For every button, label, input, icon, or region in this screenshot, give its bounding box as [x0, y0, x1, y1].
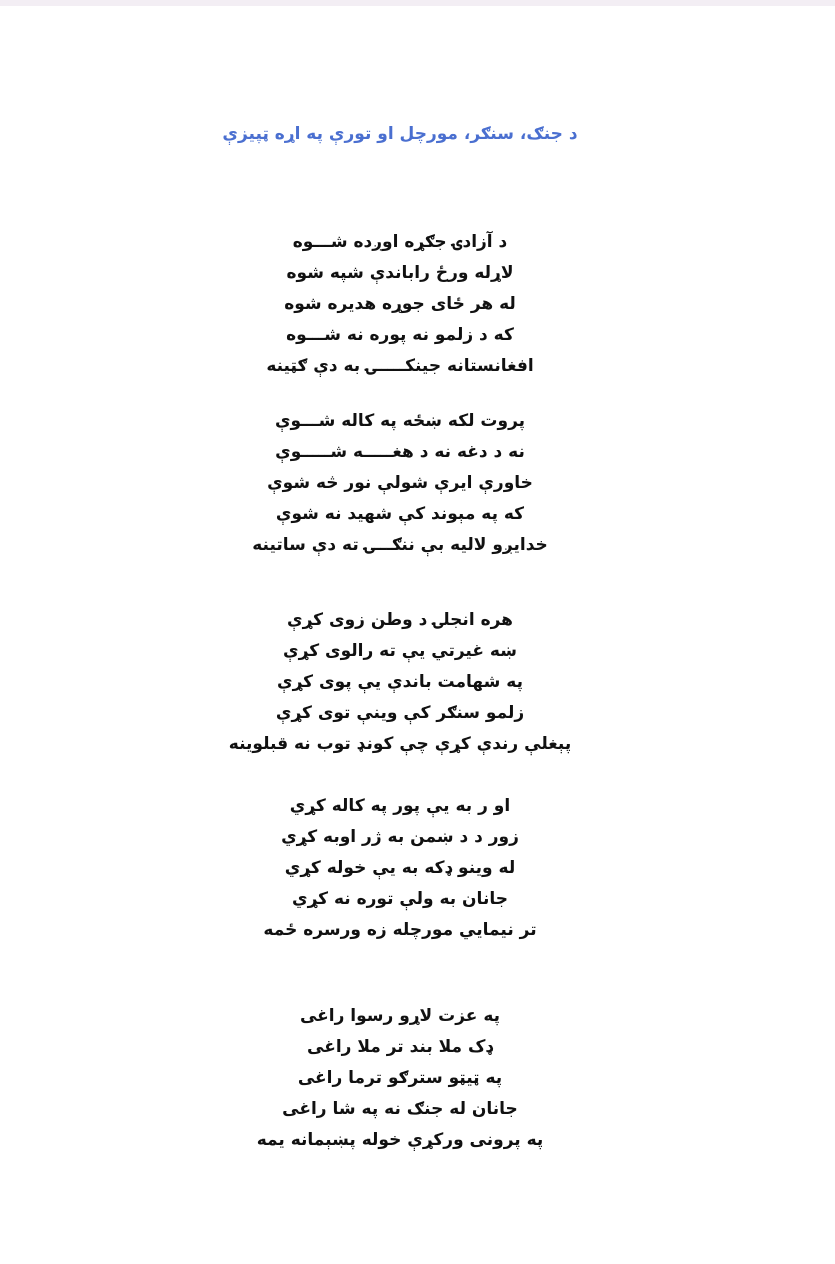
poem-line: د آزادۍ جګړه اوږده شـــوه — [292, 232, 508, 252]
poem-line: که په مېوند کې شهيد نه شوې — [275, 504, 525, 524]
poem-line: افغانستانه جينکـــــۍ به دې ګټينه — [266, 356, 534, 376]
stanza-3 — [0, 605, 800, 760]
poem-line: پروت لکه ښځه په کاله شـــوې — [274, 411, 526, 431]
poem-line: په ټيټو سترګو ترما راغی — [297, 1068, 503, 1088]
document-title: د جنګ، سنګر، مورچل او تورې په اړه ټپيزې — [222, 124, 578, 144]
stanza-1 — [0, 227, 800, 382]
poem-line: له وينو ډکه به يې خوله کړي — [284, 858, 516, 878]
stanza-2 — [0, 406, 800, 561]
poem-line: په عزت لاړو رسوا راغی — [299, 1006, 501, 1026]
poem-line: ښه غيرتي يې ته رالوی کړې — [283, 641, 517, 661]
poem-line: خدايږو لاليه بې ننګـــۍ ته دې ساتينه — [252, 535, 548, 555]
poem-line: زلمو سنګر کې وينې توی کړې — [275, 703, 525, 723]
poem-line: خاورې ايرې شولې نور څه شوې — [267, 473, 533, 493]
poem-line: که د زلمو نه پوره نه شـــوه — [286, 325, 514, 345]
poem-line: له هر ځای جوړه هديره شوه — [284, 294, 516, 314]
stanza-5 — [0, 1001, 800, 1156]
poem-line: پېغلې رندې کړې چې کونډ توب نه قبلوينه — [228, 734, 572, 754]
poem-line: تر نيمايي مورچله زه ورسره ځمه — [263, 920, 537, 940]
poem-line: لاړله ورځ راباندې شپه شوه — [286, 263, 514, 283]
poem-line: جانان به ولې توره نه کړي — [292, 889, 508, 909]
poem-line: هره انجلۍ د وطن زوی کړې — [287, 610, 513, 630]
poem-line: جانان له جنګ نه په شا راغی — [282, 1099, 518, 1119]
poem-line: ډک ملا بند تر ملا راغی — [307, 1037, 493, 1057]
stanza-4 — [0, 791, 800, 946]
poem-line: په شهامت باندې يې پوی کړې — [277, 672, 523, 692]
poem-line: زور د د ښمن به ژر اوبه کړي — [281, 827, 519, 847]
poem-line: او ر به يې پور په کاله کړي — [289, 796, 511, 816]
poem-line: نه د دغه نه د هغـــــه شـــــوې — [275, 442, 525, 462]
poem-line: په پرونی ورکړې خوله پښېمانه يمه — [256, 1130, 544, 1150]
